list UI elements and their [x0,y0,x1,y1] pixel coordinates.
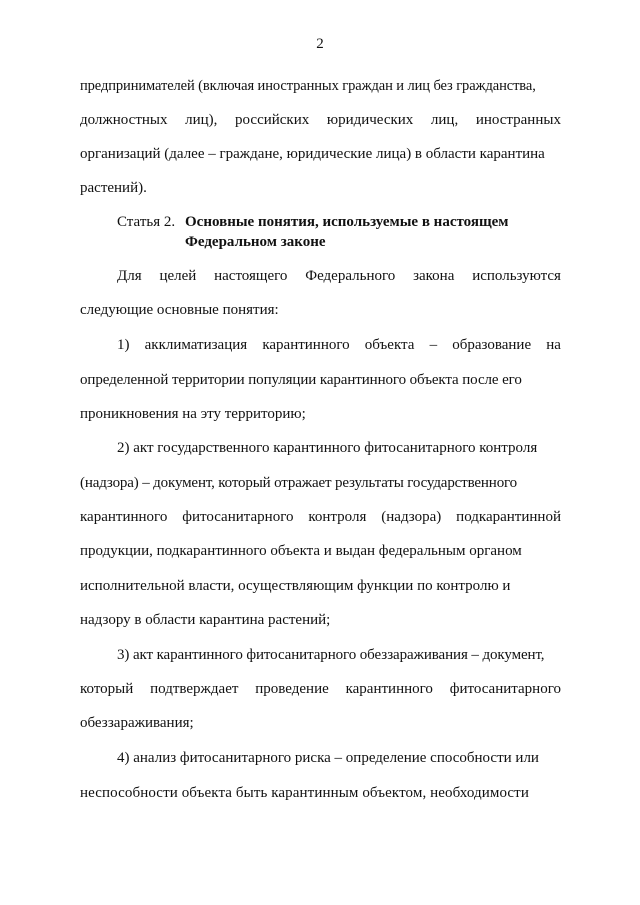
item-3-line-1: 3) акт карантинного фитосанитарного обеззараживания – документ, [117,647,545,663]
item-2-line-3 [80,507,561,527]
word: иностранных [475,112,561,128]
item-4-line-1: 4) анализ фитосанитарного риска – определение способности или [117,750,539,766]
word: образование [452,337,532,353]
intro-line-2 [80,110,561,130]
item-2-line-4: продукции, подкарантинного объекта и выдан федеральным органом [80,543,522,559]
word: российских [235,112,310,128]
item-3-line-3: обеззараживания; [80,715,194,731]
word: карантинного [80,509,168,525]
preamble-line-2: следующие основные понятия: [80,302,279,318]
word: объекта [364,337,415,353]
item-4-line-2: неспособности объекта быть карантинным объектом, необходимости [80,785,529,801]
item-1-line-2: определенной территории популяции карантинного объекта после его [80,372,522,388]
item-1-line-3: проникновения на эту территорию; [80,406,306,422]
word: подтверждает [150,681,239,697]
word: карантинного [345,681,433,697]
article-title-line-2: Федеральном законе [185,234,326,250]
word: на [546,337,561,353]
word: фитосанитарного [182,509,294,525]
word: Федерального [305,268,396,284]
item-2-line-6: надзору в области карантина растений; [80,612,331,628]
word: должностных [80,112,168,128]
word: юридических [326,112,414,128]
intro-line-3: организаций (далее – граждане, юридические лица) в области карантина [80,146,545,162]
item-2-line-2: (надзора) – документ, который отражает результаты государственного [80,475,518,491]
article-label: Статья 2. [117,214,176,230]
word: настоящего [214,268,288,284]
word: проведение [255,681,329,697]
word: Для [117,268,142,284]
word: лиц, [430,112,459,128]
word: контроля [308,509,367,525]
word: используются [472,268,561,284]
item-3-line-2 [80,679,561,699]
word: (надзора) [381,509,442,525]
preamble-line-1 [117,266,561,286]
word: акклиматизация [144,337,248,353]
word: подкарантинной [456,509,561,525]
item-2-line-1: 2) акт государственного карантинного фитосанитарного контроля [117,440,538,456]
item-1-line-1 [117,335,561,355]
article-title-line-1: Основные понятия, используемые в настоящем [185,214,509,230]
word: который [80,681,134,697]
word: целей [159,268,197,284]
word: закона [413,268,455,284]
page-number: 2 [316,36,324,52]
word: карантинного [262,337,350,353]
word: лиц), [185,112,218,128]
intro-line-1: предпринимателей (включая иностранных граждан и лиц без гражданства, [80,78,536,94]
word: 1) [117,337,130,353]
word: – [429,337,438,353]
item-2-line-5: исполнительной власти, осуществляющим функции по контролю и [80,578,511,594]
word: фитосанитарного [449,681,561,697]
article-heading [117,212,509,250]
intro-line-4: растений). [80,180,147,196]
